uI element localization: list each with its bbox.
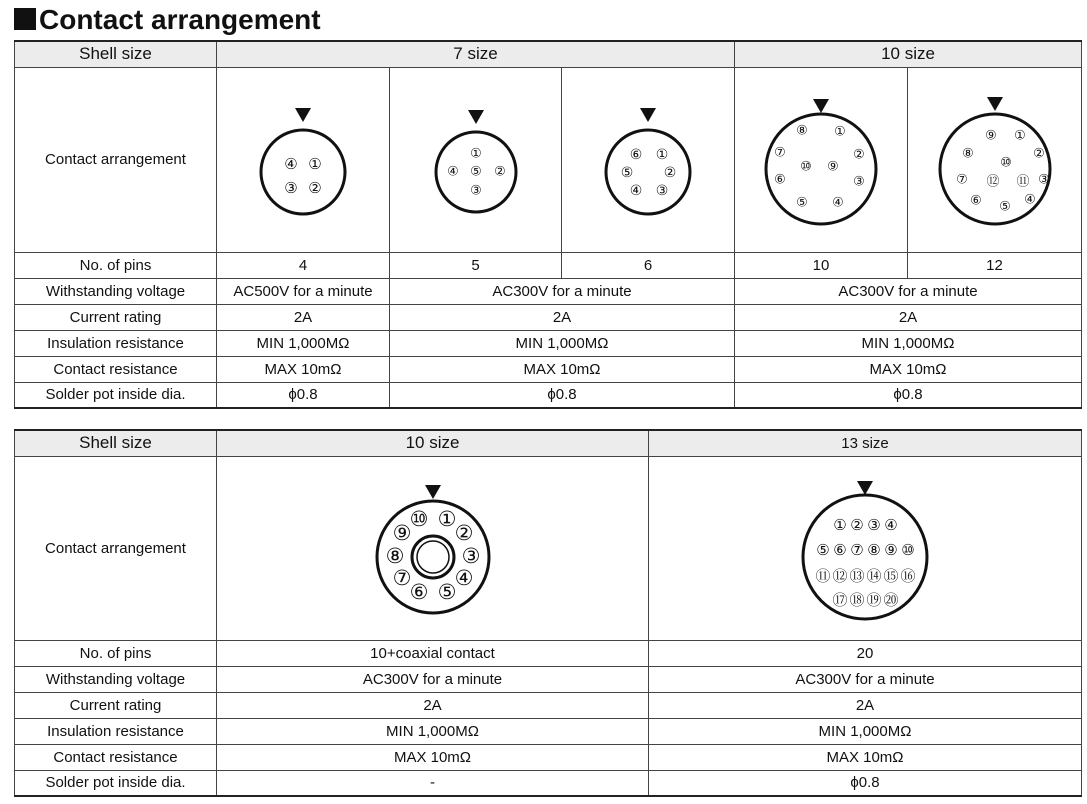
diagram-cell-6pin bbox=[562, 67, 735, 252]
solder-value: ϕ0.8 bbox=[649, 770, 1082, 796]
pin-number: ⑧ bbox=[961, 146, 974, 161]
pin-number: ⑦ bbox=[850, 541, 864, 559]
pin-layout-10-diagram bbox=[746, 85, 896, 235]
pin-number: ⑤ bbox=[469, 164, 482, 179]
pin-number: ⑱ bbox=[849, 591, 865, 609]
pin-number: ① bbox=[833, 516, 847, 534]
pin-number: ⑤ bbox=[620, 164, 634, 181]
pin-number: ⑨ bbox=[984, 128, 997, 143]
pin-number: ② bbox=[663, 164, 677, 181]
pin-number: ③ bbox=[1037, 172, 1050, 187]
header-row bbox=[15, 41, 1082, 67]
pin-number: ⑭ bbox=[866, 567, 882, 585]
insulation-row bbox=[15, 330, 1082, 356]
pin-number: ④ bbox=[454, 566, 473, 590]
pin-number: ⑪ bbox=[815, 567, 831, 585]
coaxial-contact bbox=[412, 536, 454, 578]
insulation-row bbox=[15, 718, 1082, 744]
key-marker-icon bbox=[468, 110, 484, 124]
pin-number: ② bbox=[853, 147, 865, 162]
pin-number: ④ bbox=[832, 195, 844, 210]
pin-number: ⑥ bbox=[409, 580, 428, 604]
pin-number: ④ bbox=[284, 154, 298, 173]
diagram-row bbox=[15, 456, 1082, 640]
pin-number: ⑧ bbox=[867, 541, 881, 559]
shell-size-label: Shell size bbox=[15, 430, 217, 456]
contact-resistance-value: MAX 10mΩ bbox=[217, 356, 390, 382]
coaxial-contact-inner bbox=[417, 541, 449, 573]
pin-number: ② bbox=[308, 178, 322, 197]
pin-number: ⑦ bbox=[392, 566, 411, 590]
voltage-row bbox=[15, 278, 1082, 304]
solder-label: Solder pot inside dia. bbox=[15, 770, 217, 796]
pins-value: 5 bbox=[390, 252, 562, 278]
insulation-label: Insulation resistance bbox=[15, 330, 217, 356]
pin-layout-20-diagram bbox=[790, 473, 940, 623]
contact-resistance-value: MAX 10mΩ bbox=[217, 744, 649, 770]
current-value: 2A bbox=[217, 304, 390, 330]
diagram-cell-20pin bbox=[649, 456, 1082, 640]
pin-number: ⑩ bbox=[800, 159, 812, 174]
pin-number: ⑥ bbox=[774, 172, 786, 187]
diagram-cell-5pin bbox=[390, 67, 562, 252]
solder-value: ϕ0.8 bbox=[217, 382, 390, 408]
contact-arrangement-label: Contact arrangement bbox=[15, 456, 217, 640]
pin-number: ③ bbox=[867, 516, 881, 534]
pin-number: ⑯ bbox=[900, 567, 916, 585]
pin-number: ④ bbox=[629, 182, 643, 199]
pin-number: ⑥ bbox=[629, 146, 643, 163]
current-row bbox=[15, 692, 1082, 718]
contact-resistance-value: MAX 10mΩ bbox=[735, 356, 1082, 382]
pin-number: ① bbox=[469, 146, 482, 161]
solder-row bbox=[15, 770, 1082, 796]
pins-label: No. of pins bbox=[15, 640, 217, 666]
pins-value: 6 bbox=[562, 252, 735, 278]
contact-arrangement-table-1 bbox=[14, 40, 1082, 409]
pin-number: ⑧ bbox=[385, 544, 404, 568]
pin-number: ⑧ bbox=[796, 123, 808, 138]
contact-resistance-value: MAX 10mΩ bbox=[390, 356, 735, 382]
insulation-value: MIN 1,000MΩ bbox=[649, 718, 1082, 744]
contact-resistance-value: MAX 10mΩ bbox=[649, 744, 1082, 770]
pin-number: ⑥ bbox=[969, 193, 982, 208]
size-13-header: 13 size bbox=[649, 430, 1082, 456]
contact-arrangement-label: Contact arrangement bbox=[15, 67, 217, 252]
pin-number: ⑤ bbox=[437, 580, 456, 604]
diagram-cell-12pin bbox=[908, 67, 1082, 252]
key-marker-icon bbox=[640, 108, 656, 122]
key-marker-icon bbox=[857, 481, 873, 495]
pin-number: ⑦ bbox=[955, 172, 968, 187]
pin-number: ② bbox=[454, 521, 473, 545]
pin-number: ③ bbox=[461, 544, 480, 568]
pins-value: 20 bbox=[649, 640, 1082, 666]
diagram-cell-4pin bbox=[217, 67, 390, 252]
pin-layout-10-coaxial-diagram bbox=[358, 473, 508, 623]
pin-number: ⑫ bbox=[985, 174, 1000, 189]
size-10-header: 10 size bbox=[217, 430, 649, 456]
pin-number: ⑥ bbox=[833, 541, 847, 559]
shell-outline bbox=[606, 130, 690, 214]
page-title-text: Contact arrangement bbox=[39, 4, 321, 35]
pins-value: 12 bbox=[908, 252, 1082, 278]
pin-number: ② bbox=[493, 164, 506, 179]
current-value: 2A bbox=[649, 692, 1082, 718]
pin-number: ⑨ bbox=[827, 159, 839, 174]
contact-resistance-label: Contact resistance bbox=[15, 744, 217, 770]
pin-number: ① bbox=[437, 507, 456, 531]
solder-row bbox=[15, 382, 1082, 408]
pin-layout-5-diagram bbox=[416, 100, 536, 220]
key-marker-icon bbox=[425, 485, 441, 499]
pin-number: ⑪ bbox=[1015, 174, 1030, 189]
key-marker-icon bbox=[295, 108, 311, 122]
shell-outline bbox=[261, 130, 345, 214]
pin-number: ① bbox=[1013, 128, 1026, 143]
pin-number: ② bbox=[850, 516, 864, 534]
pin-number: ⑩ bbox=[901, 541, 915, 559]
contact-resistance-label: Contact resistance bbox=[15, 356, 217, 382]
solder-label: Solder pot inside dia. bbox=[15, 382, 217, 408]
square-bullet-icon bbox=[14, 8, 36, 30]
pins-row bbox=[15, 252, 1082, 278]
pin-number: ④ bbox=[1023, 192, 1036, 207]
header-row bbox=[15, 430, 1082, 456]
solder-value: ϕ0.8 bbox=[735, 382, 1082, 408]
pin-number: ⑤ bbox=[998, 199, 1011, 214]
current-row bbox=[15, 304, 1082, 330]
pin-number: ① bbox=[655, 146, 669, 163]
pin-number: ⑨ bbox=[392, 521, 411, 545]
pin-number: ⑰ bbox=[832, 591, 848, 609]
pin-number: ① bbox=[834, 124, 846, 139]
page-title bbox=[14, 3, 321, 37]
pin-number: ④ bbox=[884, 516, 898, 534]
pin-layout-4-diagram bbox=[243, 100, 363, 220]
current-value: 2A bbox=[735, 304, 1082, 330]
current-label: Current rating bbox=[15, 304, 217, 330]
insulation-value: MIN 1,000MΩ bbox=[735, 330, 1082, 356]
diagram-cell-10pin bbox=[735, 67, 908, 252]
key-marker-icon bbox=[987, 97, 1003, 111]
shell-outline bbox=[766, 114, 876, 224]
size-7-header: 7 size bbox=[217, 41, 735, 67]
pin-number: ⑮ bbox=[883, 567, 899, 585]
pin-number: ⑫ bbox=[832, 567, 848, 585]
size-10-header: 10 size bbox=[735, 41, 1082, 67]
pin-number: ③ bbox=[853, 174, 865, 189]
pin-number: ⑬ bbox=[849, 567, 865, 585]
pin-number: ⑦ bbox=[774, 145, 786, 160]
shell-size-label: Shell size bbox=[15, 41, 217, 67]
voltage-label: Withstanding voltage bbox=[15, 278, 217, 304]
current-value: 2A bbox=[217, 692, 649, 718]
insulation-value: MIN 1,000MΩ bbox=[217, 330, 390, 356]
current-value: 2A bbox=[390, 304, 735, 330]
voltage-value: AC300V for a minute bbox=[649, 666, 1082, 692]
insulation-label: Insulation resistance bbox=[15, 718, 217, 744]
voltage-label: Withstanding voltage bbox=[15, 666, 217, 692]
pin-layout-6-diagram bbox=[588, 100, 708, 220]
pin-number: ② bbox=[1032, 146, 1045, 161]
pin-number: ③ bbox=[469, 183, 482, 198]
pins-value: 4 bbox=[217, 252, 390, 278]
voltage-value: AC300V for a minute bbox=[217, 666, 649, 692]
solder-value: ϕ0.8 bbox=[390, 382, 735, 408]
contact-resistance-row bbox=[15, 356, 1082, 382]
pins-label: No. of pins bbox=[15, 252, 217, 278]
pin-number: ⑩ bbox=[409, 507, 428, 531]
insulation-value: MIN 1,000MΩ bbox=[390, 330, 735, 356]
voltage-row bbox=[15, 666, 1082, 692]
current-label: Current rating bbox=[15, 692, 217, 718]
contact-resistance-row bbox=[15, 744, 1082, 770]
pin-number: ⑲ bbox=[866, 591, 882, 609]
key-marker-icon bbox=[813, 99, 829, 113]
contact-arrangement-table-2 bbox=[14, 429, 1082, 797]
insulation-value: MIN 1,000MΩ bbox=[217, 718, 649, 744]
solder-value: - bbox=[217, 770, 649, 796]
voltage-value: AC300V for a minute bbox=[390, 278, 735, 304]
pin-number: ⑤ bbox=[796, 195, 808, 210]
pin-number: ③ bbox=[284, 178, 298, 197]
voltage-value: AC500V for a minute bbox=[217, 278, 390, 304]
pin-number: ④ bbox=[446, 164, 459, 179]
pin-number: ⑩ bbox=[999, 155, 1012, 170]
diagram-cell-10-coaxial bbox=[217, 456, 649, 640]
voltage-value: AC300V for a minute bbox=[735, 278, 1082, 304]
pin-number: ⑨ bbox=[884, 541, 898, 559]
pins-value: 10 bbox=[735, 252, 908, 278]
pin-number: ⑤ bbox=[816, 541, 830, 559]
pin-layout-12-diagram bbox=[920, 85, 1070, 235]
pins-row bbox=[15, 640, 1082, 666]
pin-number: ③ bbox=[655, 182, 669, 199]
pin-number: ⑳ bbox=[883, 591, 899, 609]
diagram-row bbox=[15, 67, 1082, 252]
pin-number: ① bbox=[308, 154, 322, 173]
pins-value: 10+coaxial contact bbox=[217, 640, 649, 666]
